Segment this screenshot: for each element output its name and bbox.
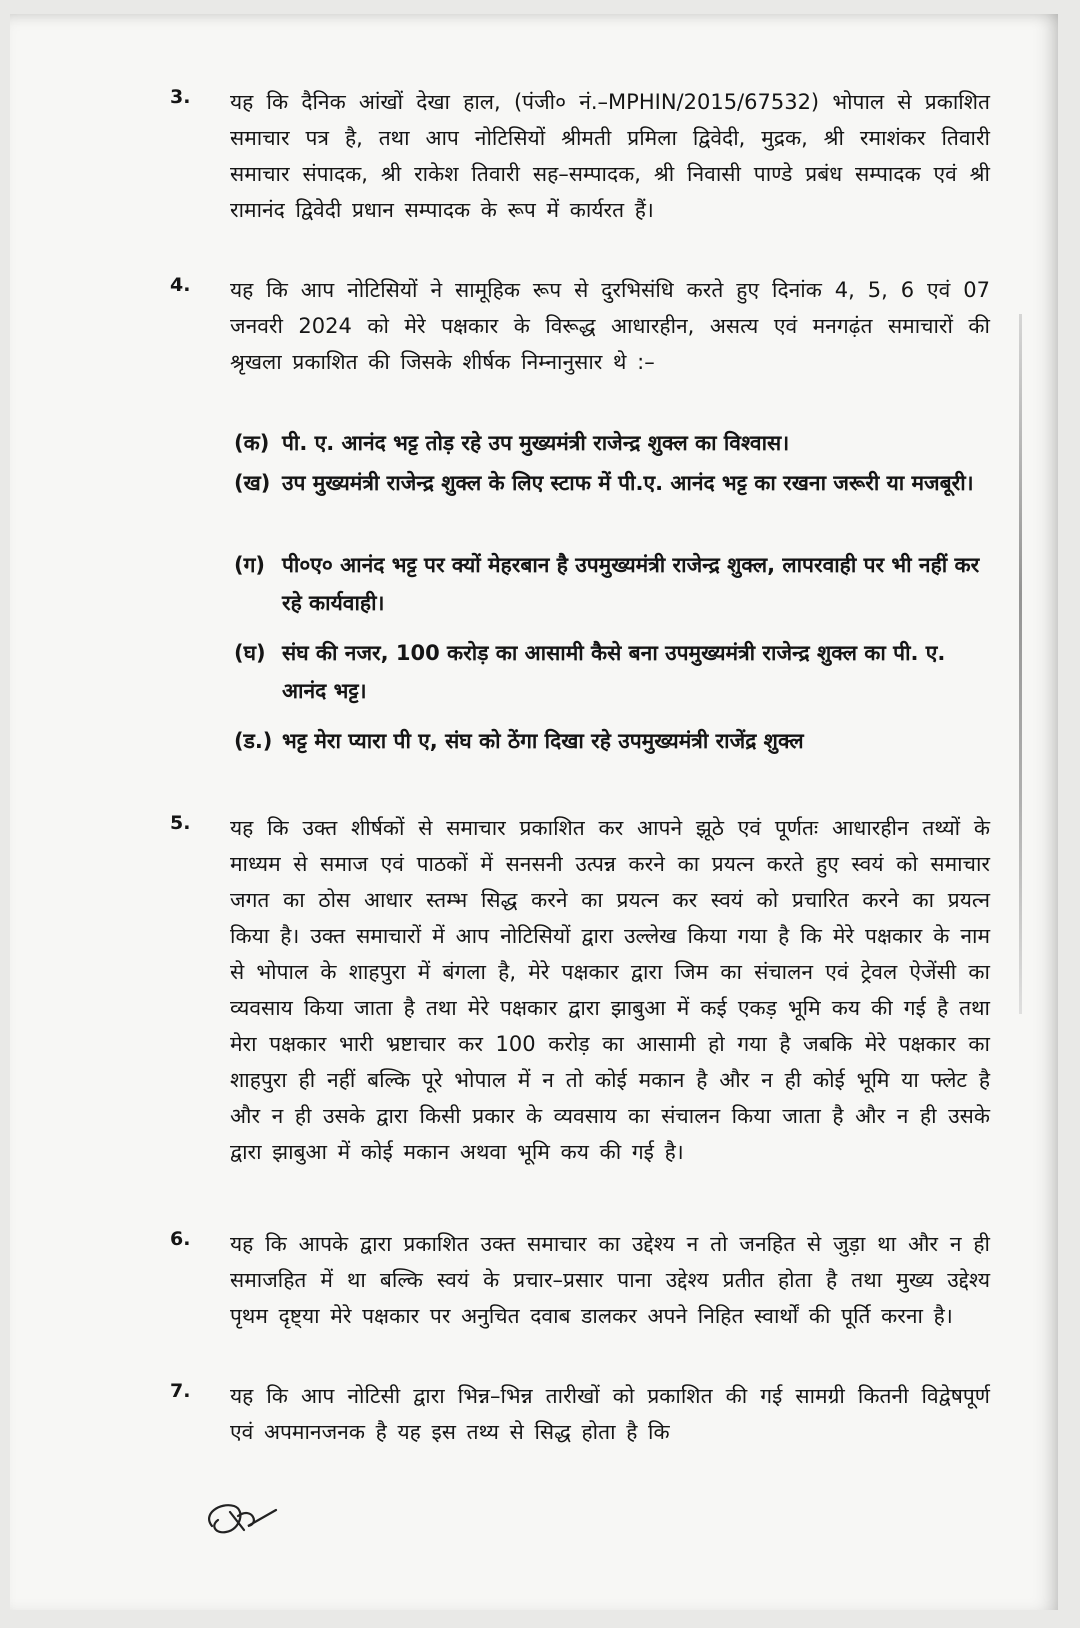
headline-label: (ख) xyxy=(234,471,271,495)
paragraph-text: यह कि उक्त शीर्षकों से समाचार प्रकाशित कर आपने झूठे एवं पूर्णतः आधारहीन तथ्यों के माध्यम से समाज एवं पाठकों में सनसनी उत्पन्न करने का प्रयत्न करते हुए स्वयं को समाचार जगत का ठोस आधार स्तम्भ सिद्ध करने का प्रयत्न कर स्वयं को प्रचारित करने का प्रयत्न किया है। उक्त समाचारों में आप नोटिसियों द्वारा उल्लेख किया गया है कि मेरे पक्षकार के नाम से भोपाल के शाहपुरा में बंगला है, मेरे पक्षकार द्वारा जिम का संचालन एवं ट्रेवल ऐजेंसी का व्यवसाय किया जाता है तथा मेरे पक्षकार द्वारा झाबुआ में कई एकड़ भूमि कय की गई है तथा मेरा पक्षकार भारी भ्रष्टाचार कर 100 करोड़ का आसामी हो गया है जबकि मेरे पक्षकार का शाहपुरा ही नहीं बल्कि पूरे भोपाल में न तो कोई मकान है और न ही कोई भूमि या फ्लेट है और न ही उसके द्वारा किसी प्रकार के व्यवसाय का संचालन किया जाता है और न ही उसके द्वारा झाबुआ में कोई मकान अथवा भूमि कय की गई है। xyxy=(230,816,990,1164)
paragraph-number: 7. xyxy=(170,1380,191,1402)
headline-text: उप मुख्यमंत्री राजेन्द्र शुक्ल के लिए स्टाफ में पी.ए. आनंद भट्ट का रखना जरूरी या मजबूरी। xyxy=(282,471,974,495)
paragraph-4 xyxy=(170,272,990,380)
paragraph-6 xyxy=(170,1226,990,1334)
headline-label: (ड.) xyxy=(234,729,273,753)
headline-nga xyxy=(234,722,994,760)
headline-kha xyxy=(234,464,994,502)
paragraph-text: यह कि आप नोटिसी द्वारा भिन्न–भिन्न तारीखों को प्रकाशित की गई सामग्री कितनी विद्वेषपूर्ण एवं अपमानजनक है यह इस तथ्य से सिद्ध होता है कि xyxy=(230,1384,990,1444)
headline-text: पी. ए. आनंद भट्ट तोड़ रहे उप मुख्यमंत्री राजेन्द्र शुक्ल का विश्वास। xyxy=(282,431,790,455)
paragraph-7 xyxy=(170,1378,990,1450)
document-page xyxy=(10,14,1058,1610)
paragraph-number: 5. xyxy=(170,812,191,834)
headline-text: भट्ट मेरा प्यारा पी ए, संघ को ठेंगा दिखा रहे उपमुख्यमंत्री राजेंद्र शुक्ल xyxy=(282,729,804,753)
headline-gha xyxy=(234,634,994,710)
handwritten-initials xyxy=(200,1496,280,1542)
headline-label: (क) xyxy=(234,431,270,455)
headline-ga xyxy=(234,546,994,622)
paragraph-text: यह कि दैनिक आंखों देखा हाल, (पंजी० नं.–MPHIN/2015/67532) भोपाल से प्रकाशित समाचार पत्र है, तथा आप नोटिसियों श्रीमती प्रमिला द्विवेदी, मुद्रक, श्री रमाशंकर तिवारी समाचार संपादक, श्री राकेश तिवारी सह–सम्पादक, श्री निवासी पाण्डे प्रबंध सम्पादक एवं श्री रामानंद द्विवेदी प्रधान सम्पादक के रूप में कार्यरत हैं। xyxy=(230,90,990,222)
paragraph-5 xyxy=(170,810,990,1170)
paper-fold xyxy=(1019,314,1022,1014)
paragraph-number: 3. xyxy=(170,86,191,108)
headline-text: संघ की नजर, 100 करोड़ का आसामी कैसे बना उपमुख्यमंत्री राजेन्द्र शुक्ल का पी. ए. आनंद भट्ट। xyxy=(282,641,946,703)
paragraph-3 xyxy=(170,84,990,228)
headline-text: पी०ए० आनंद भट्ट पर क्यों मेहरबान है उपमुख्यमंत्री राजेन्द्र शुक्ल, लापरवाही पर भी नहीं कर रहे कार्यवाही। xyxy=(282,553,980,615)
paragraph-text: यह कि आपके द्वारा प्रकाशित उक्त समाचार का उद्देश्य न तो जनहित से जुड़ा था और न ही समाजहित में था बल्कि स्वयं के प्रचार–प्रसार पाना उद्देश्य प्रतीत होता है तथा मुख्य उद्देश्य पृथम दृष्ट्या मेरे पक्षकार पर अनुचित दवाब डालकर अपने निहित स्वार्थों की पूर्ति करना है। xyxy=(230,1232,990,1328)
headline-label: (ग) xyxy=(234,553,266,577)
paragraph-number: 6. xyxy=(170,1228,191,1250)
headline-label: (घ) xyxy=(234,641,266,665)
headline-ka xyxy=(234,424,994,462)
paragraph-number: 4. xyxy=(170,274,191,296)
paragraph-text: यह कि आप नोटिसियों ने सामूहिक रूप से दुरभिसंधि करते हुए दिनांक 4, 5, 6 एवं 07 जनवरी 2024 को मेरे पक्षकार के विरूद्ध आधारहीन, असत्य एवं मनगढ़ंत समाचारों की श्रृखला प्रकाशित की जिसके शीर्षक निम्नानुसार थे :– xyxy=(230,278,990,374)
